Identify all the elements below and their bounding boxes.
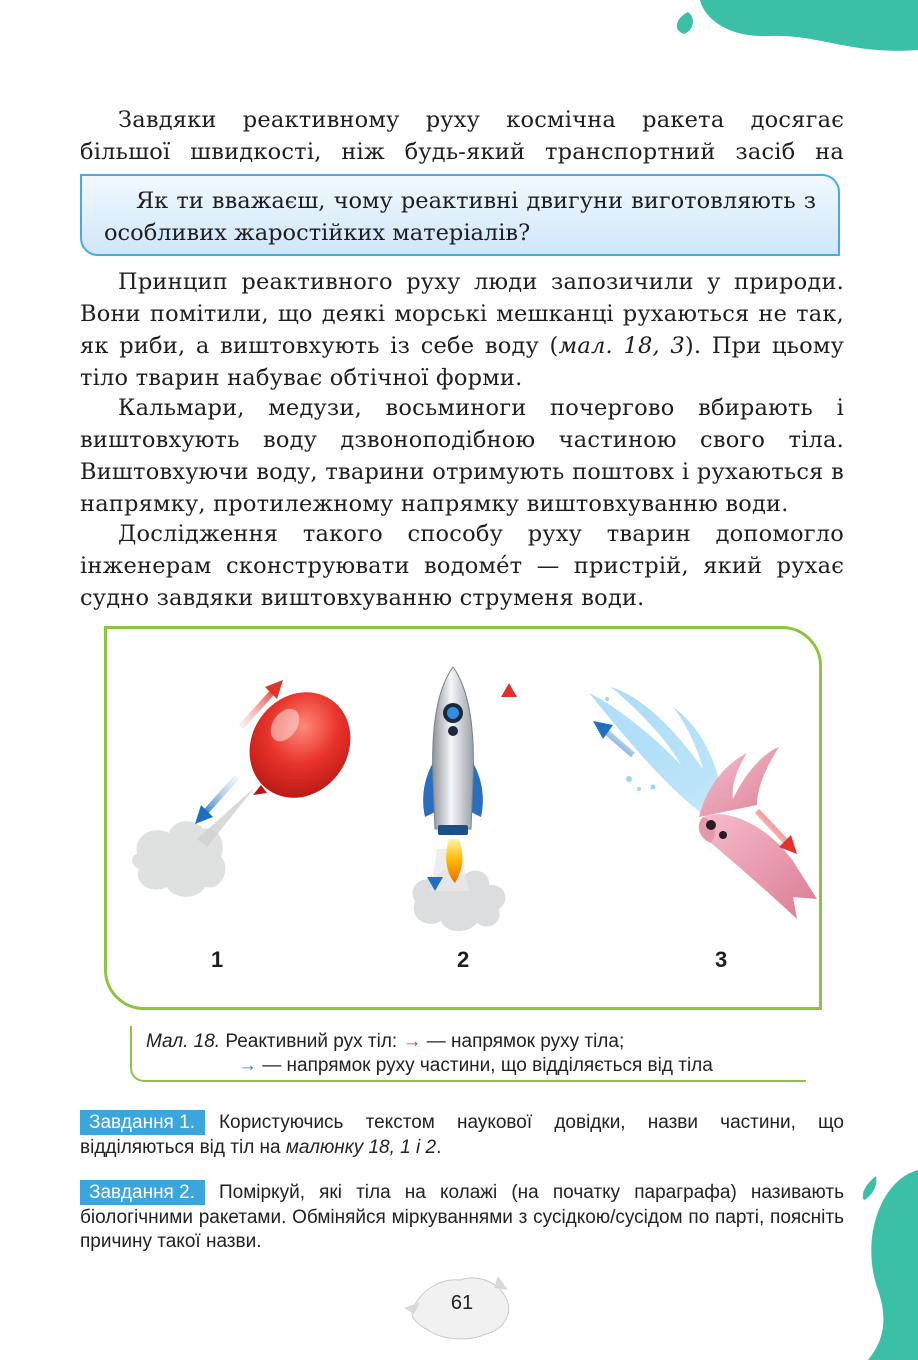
red-arrow-icon: → — [402, 1031, 422, 1052]
squid-illustration — [589, 687, 817, 919]
figure-label-1: 1 — [211, 947, 224, 972]
paragraph-2: Принцип реактивного руху люди запозичили у природи. Вони помітили, що деякі морські мешканці рухаються не так, як риби, а виштовхують із себе воду (мал. 18, 3). При цьому тіло тварин набуває обтічної форми. — [80, 269, 845, 391]
paragraph-3: Кальмари, медузи, восьминоги почергово вбирають і виштовхують воду дзвоноподібною частиною свого тіла. Виштовхуючи воду, тварини отримують поштовх і рухаються в напрямку, протилежному напрямку виштовхуванню води. — [80, 395, 844, 517]
question-box — [80, 174, 840, 256]
caption-ref: Мал. 18. — [146, 1031, 221, 1052]
page-number: 61 — [450, 1292, 474, 1314]
balloon-illustration — [132, 672, 371, 896]
figure-label-3: 3 — [715, 947, 728, 972]
figure-reference: мал. 18, 3 — [558, 333, 685, 359]
paragraph-1: Завдяки реактивному руху космічна ракета досягає більшої швидкості, ніж будь-який транспортний засіб на — [80, 107, 844, 165]
figure-18 — [104, 626, 822, 1010]
paragraph-4: Дослідження такого способу руху тварин допомогло інженерам сконструювати водоме́т — пристрій, який рухає судно завдяки виштовхуванню струменя води. — [80, 521, 844, 611]
task-1: Завдання 1. Користуючись текстом наукової довідки, назви частини, що відділяються від тіл на малюнку 18, 1 і 2. — [80, 1112, 844, 1158]
task-label: Завдання 2. — [80, 1180, 205, 1205]
figure-label-2: 2 — [457, 947, 470, 972]
figure-caption: Мал. 18. Реактивний рух тіл: → — напрямок руху тіла; → — напрямок руху частини, що відділяється від тіла — [146, 1031, 713, 1076]
rocket-illustration — [413, 667, 517, 931]
task-label: Завдання 1. — [80, 1110, 205, 1135]
blue-arrow-icon: → — [238, 1055, 257, 1076]
question-text: Як ти вважаєш, чому реактивні двигуни виготовляють з особливих жаростійких матеріалів? — [104, 188, 816, 246]
task-2: Завдання 2. Поміркуй, які тіла на колажі (на початку параграфа) називають біологічними ракетами. Обміняйся міркуваннями з сусідкою/сусідом по парті, поясніть причину такої назви. — [80, 1182, 844, 1252]
